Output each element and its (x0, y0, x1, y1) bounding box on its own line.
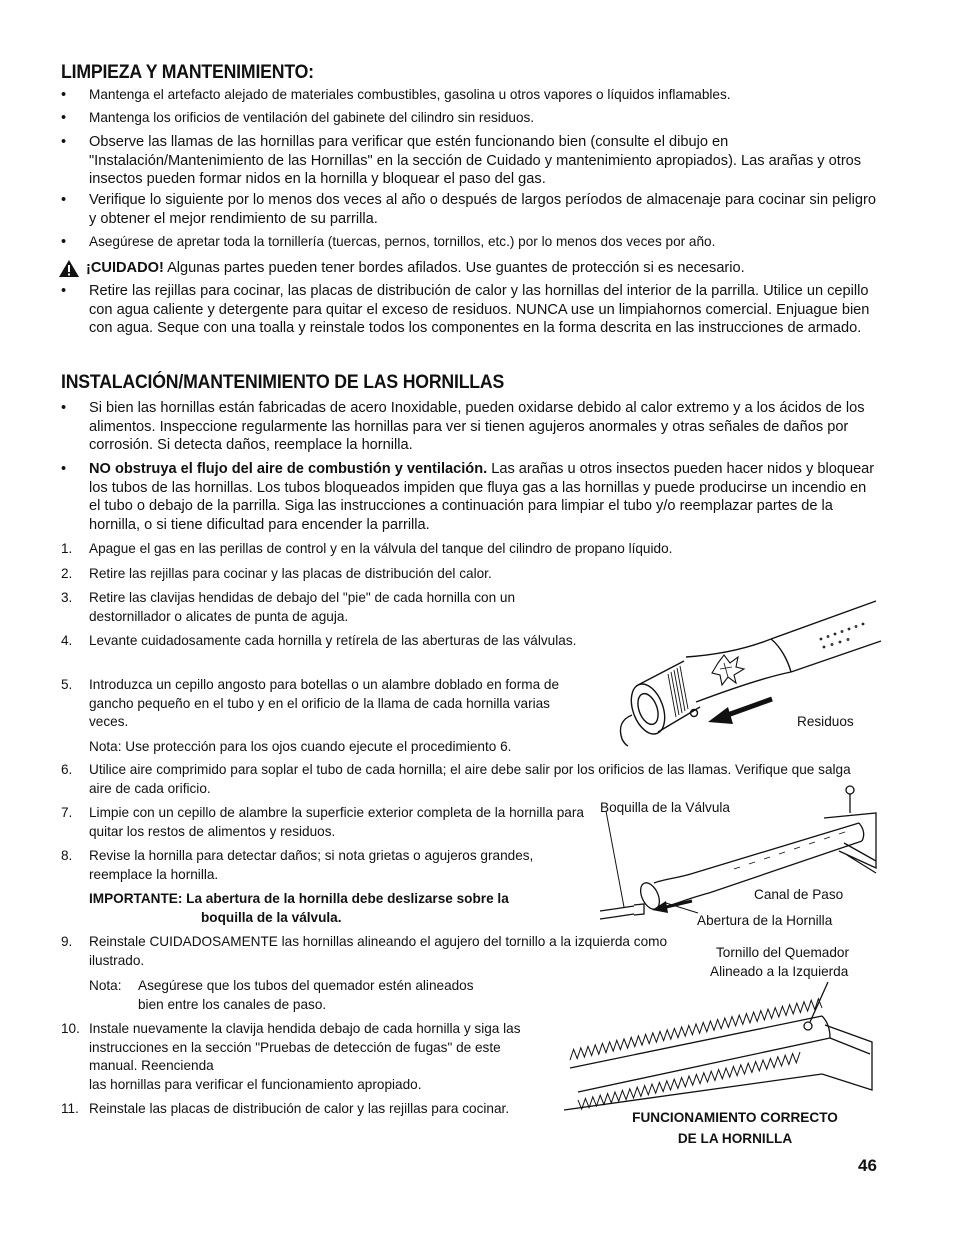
step-text: Reinstale CUIDADOSAMENTE las hornillas alineando el agujero del tornillo a la izquierda como ilustrado. (89, 934, 668, 968)
screw-label-line-1: Tornillo del Quemador (716, 945, 849, 960)
bullet-marker: • (61, 192, 67, 208)
figure-caption-line-2: DE LA HORNILLA (677, 1131, 793, 1146)
burner-opening-label: Abertura de la Hornilla (697, 913, 833, 928)
step-number: 10. (61, 1021, 80, 1036)
step-text: Levante cuidadosamente cada hornilla y retírela de las aberturas de las válvulas. (89, 633, 577, 648)
bullet-text: Observe las llamas de las hornillas para verificar que estén funcionando bien (consulte el dibujo en "Instalación/Mantenimiento de las Hornillas" en la sección de Cuidado y mantenimiento apropiados). Las arañas y otros insectos pueden formar nidos en la hornilla y bloquear el paso del gas. (89, 134, 862, 188)
burner-flames-top (570, 999, 822, 1060)
step-text: Retire las rejillas para cocinar y las placas de distribución del calor. (89, 566, 492, 581)
step-text: Limpie con un cepillo de alambre la superficie exterior completa de la hornilla para quitar los restos de alimentos y residuos. (89, 805, 584, 839)
step-number: 4. (61, 633, 73, 648)
note-line-2: bien entre los canales de paso. (138, 997, 327, 1012)
caution-label: ¡CUIDADO! (86, 260, 164, 276)
step-number: 9. (61, 934, 73, 949)
step-note: Nota: Use protección para los ojos cuando ejecute el procedimiento 6. (89, 739, 512, 754)
step-text: Utilice aire comprimido para soplar el tubo de cada hornilla; el aire debe salir por los orificios de las llamas. Verifique que salga aire de cada orificio. (89, 762, 851, 796)
bullet-marker: • (61, 461, 67, 477)
bullet-text (89, 460, 879, 534)
bullet-marker: • (61, 283, 67, 299)
step-number: 2. (61, 566, 73, 581)
warning-triangle-icon (58, 259, 80, 278)
bullet-text: Retire las rejillas para cocinar, las placas de distribución de calor y las hornillas del interior de la parrilla. Utilice un cepillo con agua caliente y detergente para quitar el exceso de residuos. NUNCA use un limpiahornos comercial. Enjuague bien con agua. Seque con una toalla y reinstale todos los componentes en la forma descrita en las instrucciones de armado. (89, 283, 870, 337)
step-number: 7. (61, 805, 73, 820)
bullet-rest: Las arañas u otros insectos pueden hacer nidos y bloquear los tubos de las hornillas. Los tubos bloqueados impiden que fluya gas a las hornillas y puede producirse un incendio en el tubo o debajo de la parrilla. Siga las instrucciones a continuación para limpiar el tubo y/o reemplazar partes de la hornilla, o si tiene dificultad para encender la parrilla. (89, 461, 875, 533)
step-text-tail: las hornillas para verificar el funcionamiento apropiado. (89, 1077, 422, 1092)
note-label: Nota: (89, 978, 122, 993)
burner-alignment-illustration (560, 980, 880, 1120)
figure-caption-line-1: FUNCIONAMIENTO CORRECTO (632, 1110, 838, 1125)
bullet-marker: • (61, 400, 67, 416)
step-number: 1. (61, 541, 73, 556)
important-note-line-2: boquilla de la válvula. (201, 910, 342, 925)
caution-line (86, 259, 886, 278)
bullet-marker: • (61, 87, 67, 103)
step-text: Instale nuevamente la clavija hendida debajo de cada hornilla y siga las instrucciones en la sección "Pruebas de detección de fugas" de este manual. Reencienda (89, 1021, 521, 1074)
step-number: 3. (61, 590, 73, 605)
burner-flames-bottom (578, 1052, 800, 1109)
bullet-text: Mantenga el artefacto alejado de materiales combustibles, gasolina u otros vapores o líquidos inflamables. (89, 87, 731, 102)
bullet-text: Si bien las hornillas están fabricadas de acero Inoxidable, pueden oxidarse debido al calor extremo y a los ácidos de los alimentos. Inspeccione regularmente las hornillas para ver si tienen agujeros anormales y otras señales de daños por corrosión. Si detecta daños, reemplace la hornilla. (89, 400, 865, 454)
bullet-text: Verifique lo siguiente por lo menos dos veces al año o después de largos períodos de almacenaje para cocinar sin peligro y obtener el mejor rendimiento de su parrilla. (89, 192, 876, 227)
bullet-text: Asegúrese de apretar toda la tornillería (tuercas, pernos, tornillos, etc.) por lo menos dos veces por año. (89, 234, 716, 249)
flame-zigzag (578, 1052, 800, 1109)
screw-label-line-2: Alineado a la Izquierda (710, 964, 849, 979)
section-title-burners: INSTALACIÓN/MANTENIMIENTO DE LAS HORNILLAS (61, 372, 505, 393)
note-line-1: Asegúrese que los tubos del quemador estén alineados (138, 978, 474, 993)
flame-zigzag (570, 999, 822, 1060)
bullet-bold-lead: NO obstruya el flujo del aire de combustión y ventilación. (89, 461, 488, 477)
step-text: Apague el gas en las perillas de control y en la válvula del tanque del cilindro de propano líquido. (89, 541, 673, 556)
step-text: Reinstale las placas de distribución de calor y las rejillas para cocinar. (89, 1101, 510, 1116)
step-text: Retire las clavijas hendidas de debajo del "pie" de cada hornilla con un destornillador o alicates de punta de aguja. (89, 590, 516, 624)
step-number: 5. (61, 677, 73, 692)
bullet-marker: • (61, 234, 67, 250)
channel-label: Canal de Paso (754, 887, 844, 902)
step-number: 8. (61, 848, 73, 863)
valve-nozzle-label: Boquilla de la Válvula (600, 800, 730, 815)
section-title-cleaning: LIMPIEZA Y MANTENIMIENTO: (61, 62, 314, 83)
step-number: 6. (61, 762, 73, 777)
important-note-line-1: IMPORTANTE: La abertura de la hornilla debe deslizarse sobre la (89, 891, 509, 906)
step-text: Introduzca un cepillo angosto para botellas o un alambre doblado en forma de gancho pequeño en el tubo y en el orificio de la llama de cada hornilla varias veces. (89, 677, 560, 730)
caution-text: Algunas partes pueden tener bordes afilados. Use guantes de protección si es necesario. (163, 260, 745, 276)
bullet-text: Mantenga los orificios de ventilación del gabinete del cilindro sin residuos. (89, 110, 535, 125)
step-text: Revise la hornilla para detectar daños; si nota grietas o agujeros grandes, reemplace la hornilla. (89, 848, 534, 882)
step-number: 11. (61, 1101, 79, 1116)
residue-label: Residuos (797, 714, 854, 729)
bullet-marker: • (61, 110, 67, 126)
bullet-marker: • (61, 134, 67, 150)
page-number: 46 (858, 1156, 877, 1175)
